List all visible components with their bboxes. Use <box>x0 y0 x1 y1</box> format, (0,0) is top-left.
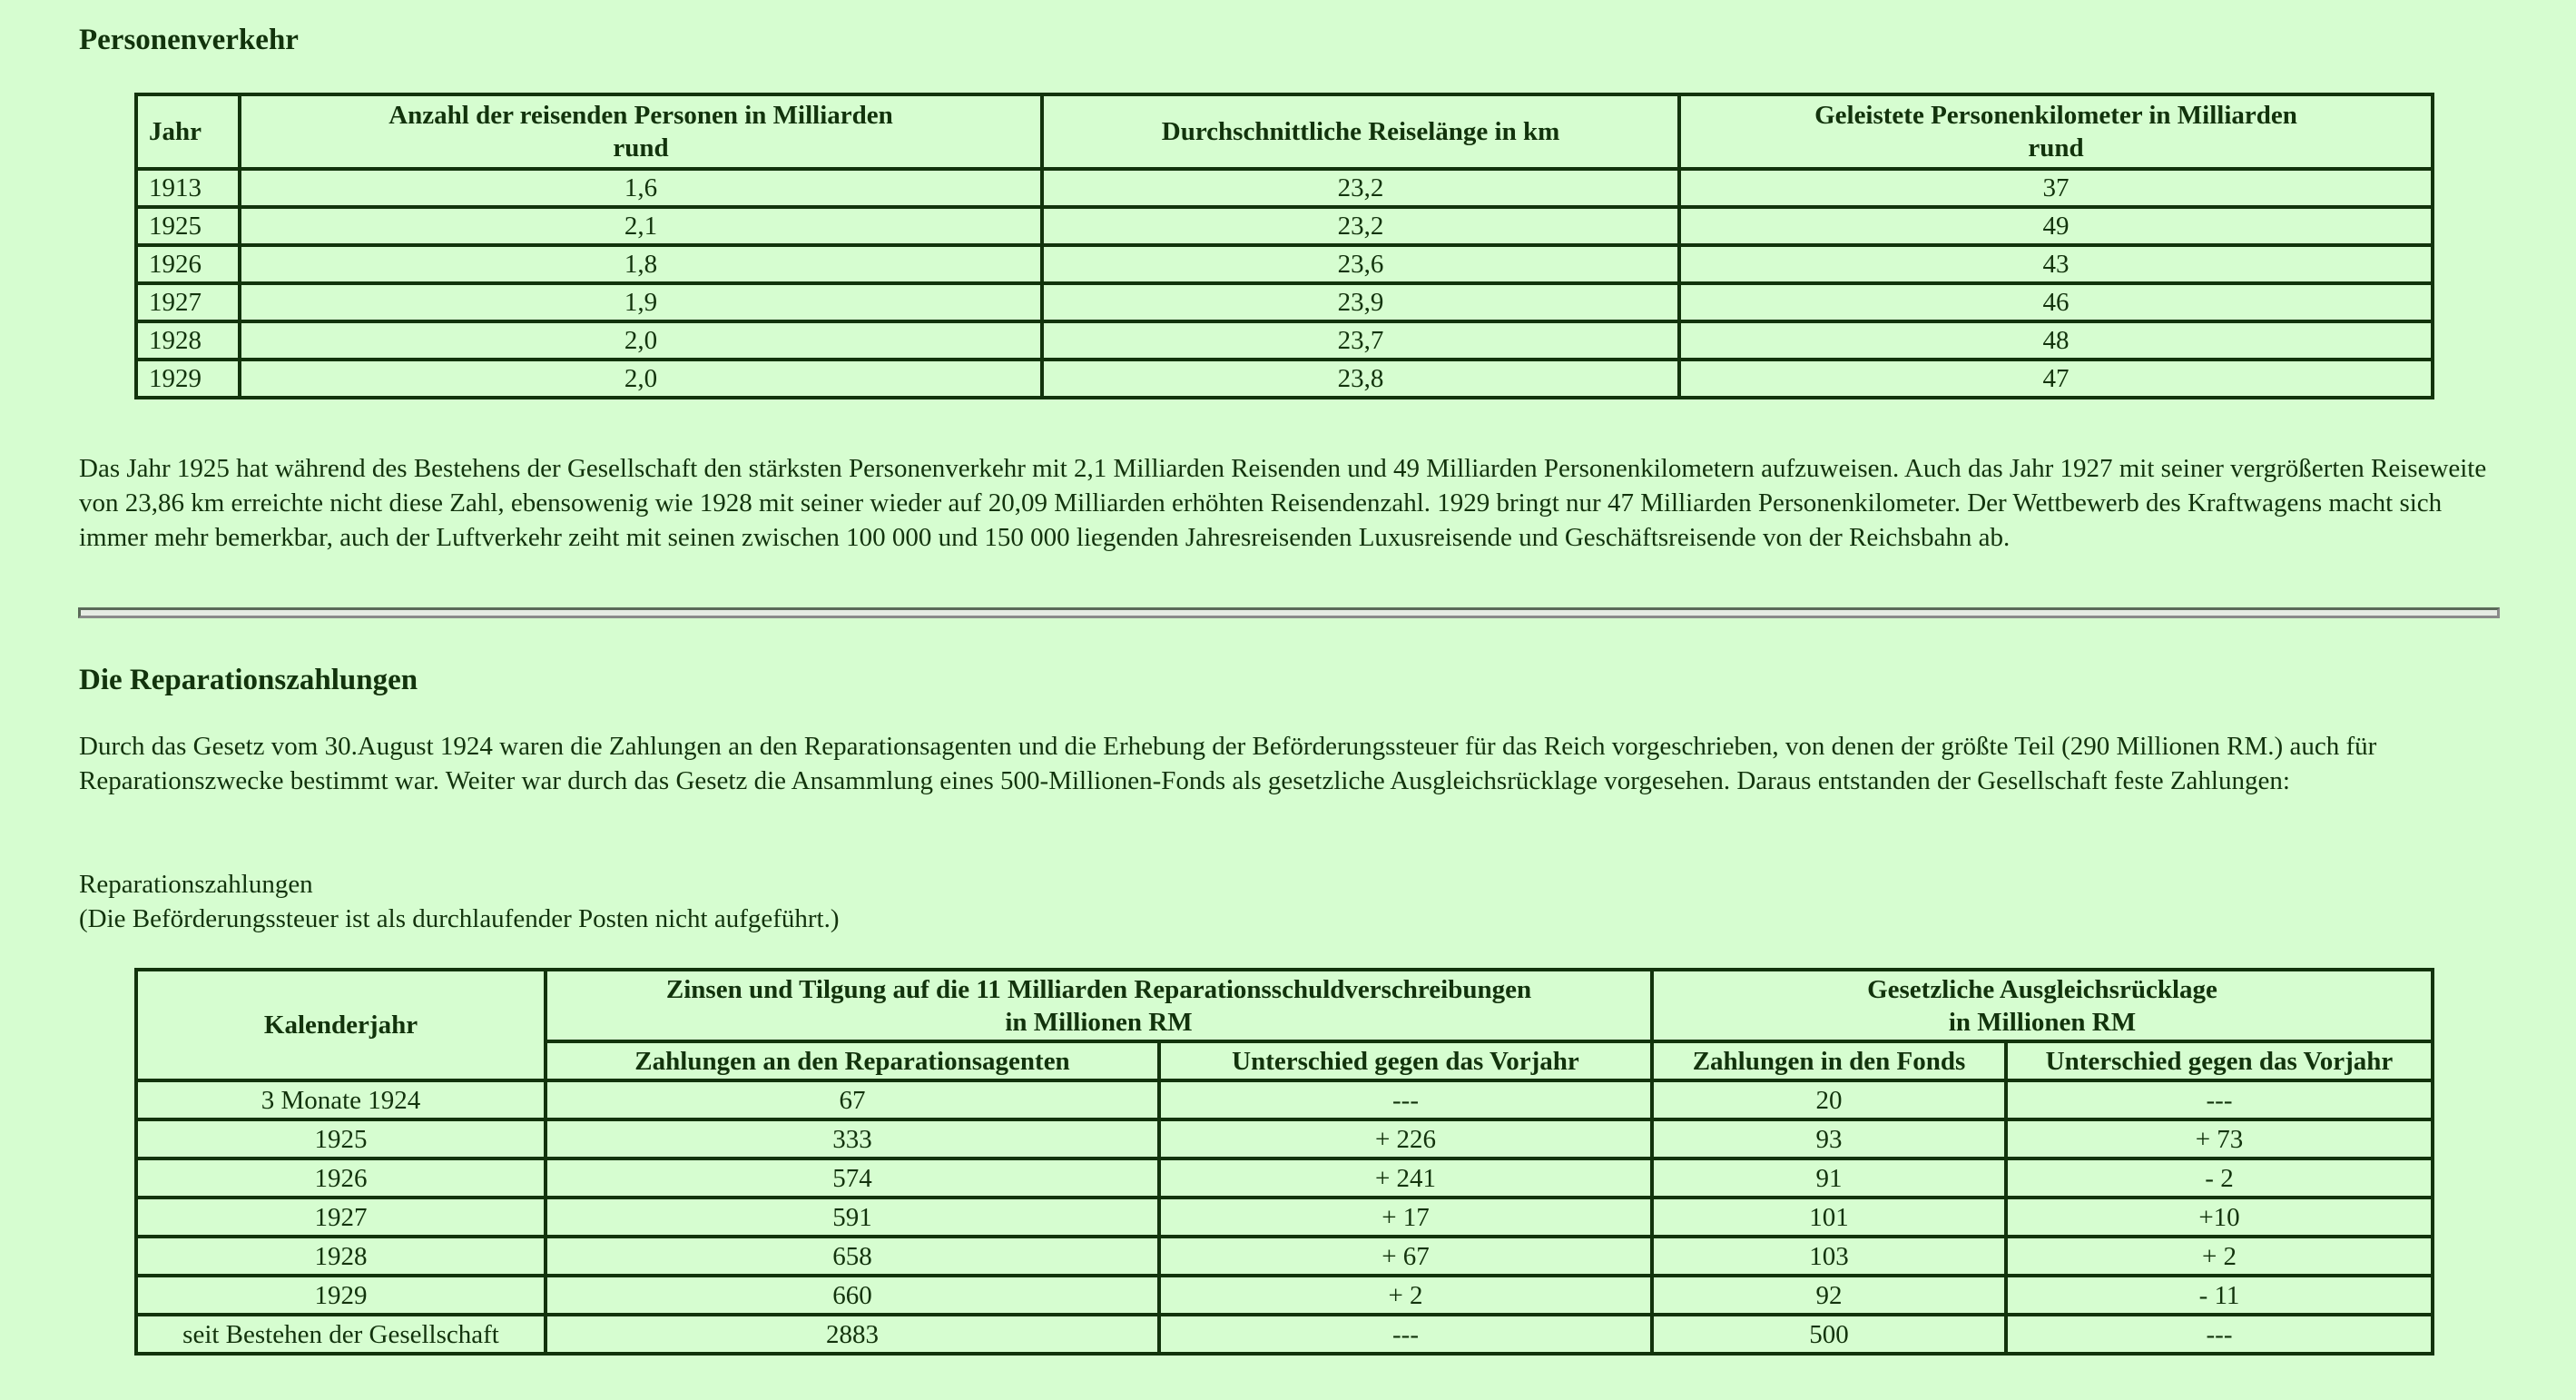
header-text: Durchschnittliche Reiselänge in km <box>1161 117 1560 146</box>
cell-zahlungen-fonds: 92 <box>1652 1276 2006 1315</box>
column-header-kalenderjahr: Kalenderjahr <box>136 970 546 1080</box>
personenverkehr-table <box>134 93 2434 399</box>
cell-reiselaenge: 23,9 <box>1042 283 1679 321</box>
table-row <box>136 1276 2433 1315</box>
cell-reiselaenge: 23,6 <box>1042 245 1679 283</box>
section-heading-reparationszahlungen: Die Reparationszahlungen <box>79 664 418 696</box>
table-row <box>136 1237 2433 1276</box>
column-header-personenkilometer <box>1679 94 2433 169</box>
column-header-zahlungen-agenten: Zahlungen an den Reparationsagenten <box>546 1041 1159 1080</box>
cell-personenkilometer: 37 <box>1679 169 2433 207</box>
header-text-line2: in Millionen RM <box>1005 1007 1193 1037</box>
table-row <box>136 1198 2433 1237</box>
cell-anzahl: 2,1 <box>240 207 1042 245</box>
cell-unterschied-1: + 241 <box>1159 1158 1652 1198</box>
cell-kalenderjahr: 3 Monate 1924 <box>136 1080 546 1119</box>
cell-jahr: 1926 <box>136 245 240 283</box>
cell-unterschied-2: +10 <box>2006 1198 2433 1237</box>
header-text: Jahr <box>149 117 202 146</box>
table-row <box>136 1158 2433 1198</box>
cell-reiselaenge: 23,2 <box>1042 207 1679 245</box>
cell-unterschied-1: + 67 <box>1159 1237 1652 1276</box>
cell-zahlungen-fonds: 101 <box>1652 1198 2006 1237</box>
cell-zahlungen-agenten: 591 <box>546 1198 1159 1237</box>
caption-note: (Die Beförderungssteuer ist als durchlaufender Posten nicht aufgeführt.) <box>79 904 840 933</box>
header-text-line2: rund <box>613 133 669 163</box>
cell-unterschied-2: --- <box>2006 1080 2433 1119</box>
cell-personenkilometer: 49 <box>1679 207 2433 245</box>
cell-jahr: 1928 <box>136 321 240 360</box>
column-header-jahr <box>136 94 240 169</box>
table-row <box>136 1080 2433 1119</box>
cell-kalenderjahr: 1925 <box>136 1119 546 1158</box>
cell-unterschied-1: + 226 <box>1159 1119 1652 1158</box>
header-text-line2: in Millionen RM <box>1948 1007 2137 1037</box>
cell-anzahl: 1,8 <box>240 245 1042 283</box>
cell-jahr: 1925 <box>136 207 240 245</box>
header-text-line2: rund <box>2028 133 2084 163</box>
cell-personenkilometer: 43 <box>1679 245 2433 283</box>
cell-jahr: 1913 <box>136 169 240 207</box>
cell-anzahl: 2,0 <box>240 360 1042 398</box>
horizontal-divider <box>78 607 2500 618</box>
column-header-unterschied-2: Unterschied gegen das Vorjahr <box>2006 1041 2433 1080</box>
header-text: Geleistete Personenkilometer in Milliarden <box>1814 101 2297 130</box>
cell-zahlungen-fonds: 500 <box>1652 1315 2006 1354</box>
column-group-header-zinsen <box>546 970 1652 1041</box>
cell-unterschied-1: + 2 <box>1159 1276 1652 1315</box>
cell-jahr: 1927 <box>136 283 240 321</box>
paragraph-personenverkehr: Das Jahr 1925 hat während des Bestehens der Gesellschaft den stärksten Personenverkehr mit 2,1 Milliarden Reisenden und 49 Milliarden Personenkilometern aufzuweisen. Auch das Jahr 1927 mit seiner vergrößerten Reiseweite von 23,86 km erreichte nicht diese Zahl, ebensowenig wie 1928 mit seiner wieder auf 20,09 Milliarden erhöhten Reisendenzahl. 1929 bringt nur 47 Milliarden Personenkilometer. Der Wettbewerb des Kraftwagens macht sich immer mehr bemerkbar, auch der Luftverkehr zeiht mit seinen zwischen 100 000 und 150 000 liegenden Jahresreisenden Luxusreisende und Geschäftsreisende von der Reichsbahn ab. <box>79 454 2487 552</box>
column-group-header-ausgleichsruecklage <box>1652 970 2433 1041</box>
table-row <box>136 1315 2433 1354</box>
cell-kalenderjahr: seit Bestehen der Gesellschaft <box>136 1315 546 1354</box>
table-row <box>136 360 2433 398</box>
cell-anzahl: 1,6 <box>240 169 1042 207</box>
header-text: Zinsen und Tilgung auf die 11 Milliarden Reparationsschuldverschreibungen <box>665 974 1532 1004</box>
cell-kalenderjahr: 1929 <box>136 1276 546 1315</box>
cell-unterschied-2: + 2 <box>2006 1237 2433 1276</box>
table-row <box>136 283 2433 321</box>
cell-zahlungen-fonds: 93 <box>1652 1119 2006 1158</box>
cell-unterschied-1: --- <box>1159 1315 1652 1354</box>
cell-zahlungen-agenten: 574 <box>546 1158 1159 1198</box>
section-heading-personenverkehr: Personenverkehr <box>79 24 299 56</box>
cell-unterschied-1: + 17 <box>1159 1198 1652 1237</box>
table-row <box>136 207 2433 245</box>
cell-zahlungen-agenten: 660 <box>546 1276 1159 1315</box>
table-header-row <box>136 970 2433 1041</box>
cell-anzahl: 2,0 <box>240 321 1042 360</box>
cell-reiselaenge: 23,8 <box>1042 360 1679 398</box>
paragraph-reparationen: Durch das Gesetz vom 30.August 1924 waren die Zahlungen an den Reparationsagenten und die Erhebung der Beförderungssteuer für das Reich vorgeschrieben, von denen der größte Teil (290 Millionen RM.) auch für Reparationszwecke bestimmt war. Weiter war durch das Gesetz die Ansammlung eines 500-Millionen-Fonds als gesetzliche Ausgleichsrücklage vorgesehen. Daraus entstanden der Gesellschaft feste Zahlungen: <box>79 732 2377 795</box>
column-header-unterschied-1: Unterschied gegen das Vorjahr <box>1159 1041 1652 1080</box>
table-row <box>136 1119 2433 1158</box>
cell-personenkilometer: 47 <box>1679 360 2433 398</box>
cell-zahlungen-agenten: 67 <box>546 1080 1159 1119</box>
table-row <box>136 321 2433 360</box>
table-header-row <box>136 94 2433 169</box>
header-text: Anzahl der reisenden Personen in Milliarden <box>388 101 893 130</box>
header-text: Gesetzliche Ausgleichsrücklage <box>1867 974 2217 1004</box>
table-row <box>136 245 2433 283</box>
cell-zahlungen-fonds: 20 <box>1652 1080 2006 1119</box>
cell-zahlungen-fonds: 91 <box>1652 1158 2006 1198</box>
cell-unterschied-2: --- <box>2006 1315 2433 1354</box>
cell-jahr: 1929 <box>136 360 240 398</box>
cell-kalenderjahr: 1927 <box>136 1198 546 1237</box>
cell-reiselaenge: 23,2 <box>1042 169 1679 207</box>
column-header-zahlungen-fonds: Zahlungen in den Fonds <box>1652 1041 2006 1080</box>
cell-unterschied-1: --- <box>1159 1080 1652 1119</box>
cell-zahlungen-fonds: 103 <box>1652 1237 2006 1276</box>
cell-personenkilometer: 46 <box>1679 283 2433 321</box>
cell-zahlungen-agenten: 333 <box>546 1119 1159 1158</box>
table-caption <box>79 867 2495 936</box>
cell-kalenderjahr: 1928 <box>136 1237 546 1276</box>
cell-unterschied-2: - 2 <box>2006 1158 2433 1198</box>
reparationszahlungen-table <box>134 968 2434 1356</box>
cell-kalenderjahr: 1926 <box>136 1158 546 1198</box>
column-header-anzahl <box>240 94 1042 169</box>
table-row <box>136 169 2433 207</box>
cell-zahlungen-agenten: 2883 <box>546 1315 1159 1354</box>
cell-zahlungen-agenten: 658 <box>546 1237 1159 1276</box>
cell-reiselaenge: 23,7 <box>1042 321 1679 360</box>
cell-unterschied-2: - 11 <box>2006 1276 2433 1315</box>
cell-anzahl: 1,9 <box>240 283 1042 321</box>
cell-personenkilometer: 48 <box>1679 321 2433 360</box>
caption-title: Reparationszahlungen <box>79 870 313 899</box>
column-header-reiselaenge <box>1042 94 1679 169</box>
cell-unterschied-2: + 73 <box>2006 1119 2433 1158</box>
